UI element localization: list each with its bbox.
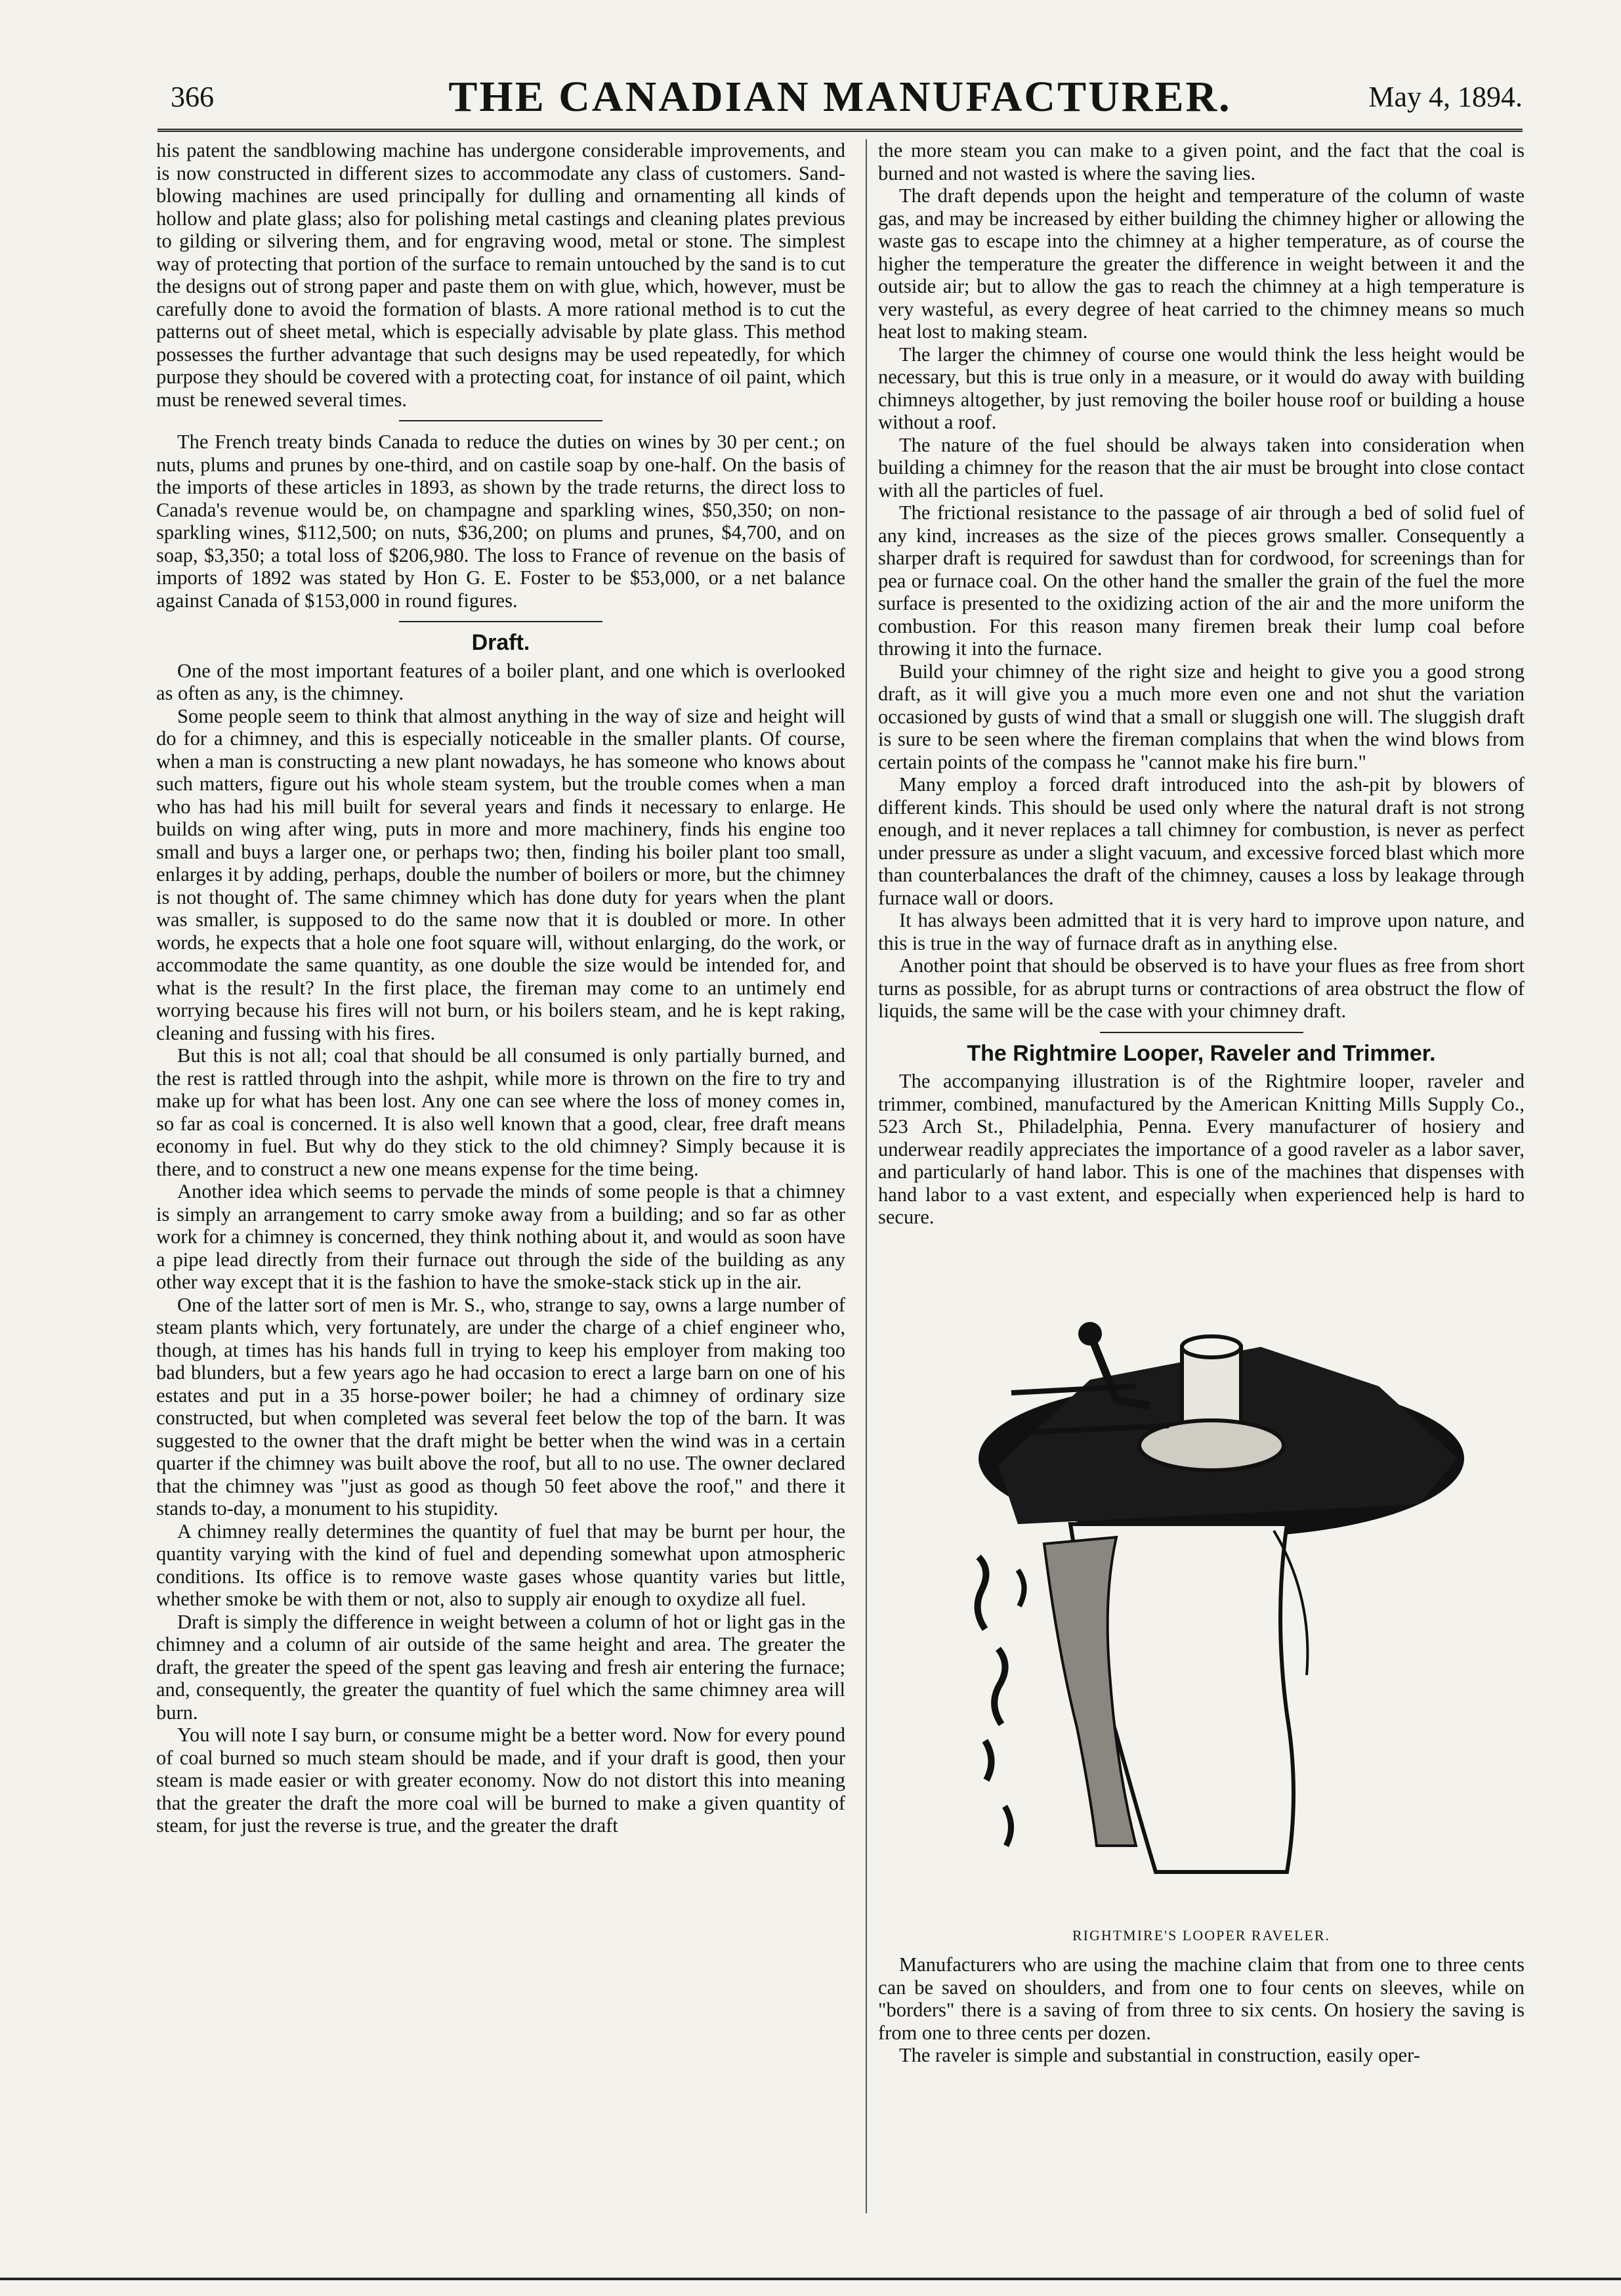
article-paragraph: the more steam you can make to a given point, and the fact that the coal is burned and not wasted is where the saving lies. [878, 139, 1525, 184]
article-paragraph: Build your chimney of the right size and height to give you a good strong draft, as it will give you a much more even one and not shut the variation occasioned by gusts of wind that a small or sluggish one will. The sluggish draft is sure to be seen where the fireman complains that when the wind blows from certain points of the compass he "cannot make his fire burn." [878, 660, 1525, 773]
page-header [158, 68, 1523, 121]
looper-raveler-illustration [919, 1307, 1484, 1918]
article-paragraph: Another idea which seems to pervade the minds of some people is that a chimney is simply an arrangement to carry smoke away from a building; and so far as other work for a chimney is concerned, they think nothing about it, and would as soon have a pipe lead directly from their furnace out through the side of the building as any other way except that it is the fashion to have the smoke-stack stick up in the air. [156, 1180, 845, 1293]
article-paragraph: Manufacturers who are using the machine claim that from one to three cents can be saved on shoulders, and from one to four cents on sleeves, while on "borders" there is a saving of from three to six cents. On hosiery the saving is from one to three cents per dozen. [878, 1953, 1525, 2044]
right-column [878, 139, 1525, 2067]
article-paragraph: The raveler is simple and substantial in construction, easily oper- [899, 2044, 1420, 2066]
masthead: THE CANADIAN MANUFACTURER. [448, 73, 1232, 121]
article-paragraph: The accompanying illustration is of the Rightmire looper, raveler and trimmer, combined, manufactured by the American Knitting Mills Supply Co., 523 Arch St., Philadelphia, Penna. Every manufacturer of hosiery and underwear readily appreciates the importance of a good raveler as a labor saver, and particularly of hand labor. This is one of the machines that dispenses with hand labor to a vast extent, and especially when experienced help is hard to secure. [878, 1070, 1525, 1228]
article-paragraph: The nature of the fuel should be always taken into consideration when building a chimney for the reason that the air must be brought into close contact with all the particles of fuel. [878, 433, 1525, 501]
article-paragraph: Draft is simply the difference in weight between a column of hot or light gas in the chimney and a column of air outside of the same height and area. The greater the draft, the greater the speed of the spent gas leaving and fresh air entering the furnace; and, consequently, the greater the quantity of fuel which the same chimney area will burn. [156, 1610, 845, 1724]
article-paragraph: One of the latter sort of men is Mr. S., who, strange to say, owns a large number of steam plants which, very fortunately, are under the charge of a chief engineer who, though, at times has his hands full in trying to keep his employer from making too bad blunders, but a few years ago he had occasion to erect a large barn on one of his estates and put in a 35 horse-power boiler; he had a chimney of ordinary size constructed, but when completed was several feet below the top of the barn. It was suggested to the owner that the draft might be better when the wind was in a certain quarter if the chimney was built above the roof, but all to no use. The owner declared that the chimney was "just as good as though 50 feet above the roof," and there it stands to-day, a monument to his stupidity. [156, 1293, 845, 1520]
article-paragraph: Many employ a forced draft introduced into the ash-pit by blowers of different kinds. This should be used only where the natural draft is not strong enough, and it never replaces a tall chimney for combustion, is never as perfect under pressure as under a slight vacuum, and excessive forced blast which more than counterbalances the draft of the chimney, causes a loss by leakage through furnace wall or doors. [878, 773, 1525, 909]
article-paragraph: Another point that should be observed is to have your flues as free from short turns as possible, for as abrupt turns or contractions of area obstruct the flow of liquids, the same will be the case with your chimney draft. [878, 954, 1525, 1022]
page-number: 366 [171, 81, 214, 113]
draft-heading: Draft. [471, 630, 530, 655]
column-separator [866, 139, 867, 2213]
illustration-caption: RIGHTMIRE'S LOOPER RAVELER. [1072, 1926, 1331, 1944]
article-paragraph: Some people seem to think that almost anything in the way of size and height will do for a chimney, and this is especially noticeable in the smaller plants. Of course, when a man is constructing a new plant nowadays, he has someone who knows about such matters, figure out his whole steam system, but the trouble comes when a man who has had his mill built for several years and finds it necessary to enlarge. He builds on wing after wing, puts in more and more machinery, finds his engine too small and buys a larger one, or perhaps two; then, finding his boiler plant too small, enlarges it by adding, perhaps, double the number of boilers or more, but the chimney is not thought of. The same chimney which has done duty for years when the plant was smaller, is supposed to do the same now that it is doubled or more. In other words, he expects that a hole one foot square will, without enlarging, do the work, or accommodate the same quantity, as one double the size would be intended for, and what is the result? In the first place, the fireman may come to an untimely end worrying because his fires will not burn, or his boilers steam, and he is kept raking, cleaning and fussing with his fires. [156, 704, 845, 1044]
left-column [156, 139, 845, 1837]
article-paragraph: The French treaty binds Canada to reduce the duties on wines by 30 per cent.; on nuts, plums and prunes by one-third, and on castile soap by one-half. On the basis of the imports of these articles in 1893, as shown by the trade returns, the direct loss to Canada's revenue would be, on champagne and sparkling wines, $50,350; on non-sparkling wines, $112,500; on nuts, $36,200; on plums and prunes, $4,700, and on soap, $3,350; a total loss of $206,980. The loss to France of revenue on the basis of imports of 1892 was stated by Hon G. E. Foster to be $53,000, or a net balance against Canada of $153,000 in round figures. [156, 431, 845, 612]
section-divider [399, 420, 602, 421]
page-bottom-rule [0, 2278, 1621, 2280]
article-paragraph: You will note I say burn, or consume might be a better word. Now for every pound of coal burned so much steam should be made, and if your draft is good, then your steam is made easier or with greater economy. Now do not distort this into meaning that the greater the draft the more coal will be burned to make a given quantity of steam, for just the reverse is true, and the greater the draft [156, 1724, 845, 1837]
issue-date: May 4, 1894. [1368, 81, 1523, 113]
header-rule [158, 129, 1523, 132]
section-divider [1100, 1032, 1303, 1033]
section-divider [399, 621, 602, 622]
article-paragraph: The draft depends upon the height and temperature of the column of waste gas, and may be increased by either building the chimney higher or allowing the waste gas to escape into the chimney at a higher temperature, as of course the higher the temperature the greater the difference in weight between it and the outside air; but to allow the gas to reach the chimney at a high temperature is very wasteful, as every degree of heat carried to the chimney means so much heat lost to making steam. [878, 184, 1525, 343]
article-paragraph: It has always been admitted that it is very hard to improve upon nature, and this is true in the way of furnace draft as in anything else. [878, 909, 1525, 954]
article-paragraph: But this is not all; coal that should be all consumed is only partially burned, and the rest is rattled through into the ashpit, while more is thrown on the fire to try and make up for what has been lost. Any one can see where the loss of money comes in, so far as coal is concerned. It is also well known that a good, clear, free draft means economy in fuel. But why do they stick to the old chimney? Simply because it is there, and to construct a new one means expense for the time being. [156, 1044, 845, 1180]
article-paragraph: The frictional resistance to the passage of air through a bed of solid fuel of any kind, increases as the size of the pieces grows smaller. Consequently a sharper draft is required for sawdust than for cordwood, for screenings than for pea or furnace coal. On the other hand the smaller the grain of the fuel the more surface is presented to the oxidizing action of the air and the more uniform the combustion. For this reason many firemen break their lump coal before throwing it into the furnace. [878, 501, 1525, 660]
article-paragraph: his patent the sandblowing machine has undergone considerable improvements, and is now constructed in different sizes to accommodate any class of customers. Sand-blowing machines are used principally for dulling and ornamenting all kinds of hollow and plate glass; also for polishing metal castings and cleaning plates previous to gilding or silvering them, and for engraving wood, metal or stone. The simplest way of protecting that portion of the surface to remain untouched by the sand is to cut the designs out of strong paper and paste them on with glue, which, however, must be carefully done to avoid the formation of blasts. A more rational method is to cut the patterns out of sheet metal, which is especially advisable by plate glass. This method possesses the further advantage that such designs may be used repeatedly, for which purpose they should be covered with a protecting coat, for instance of oil paint, which must be renewed several times. [156, 139, 845, 411]
article-paragraph: One of the most important features of a boiler plant, and one which is overlooked as often as any, is the chimney. [156, 659, 845, 704]
looper-heading: The Rightmire Looper, Raveler and Trimmer. [967, 1040, 1436, 1066]
article-paragraph: A chimney really determines the quantity of fuel that may be burnt per hour, the quantity varying with the kind of fuel and depending somewhat upon atmospheric conditions. Its office is to remove waste gases whose quantity varies but little, whether smoke be with them or not, also to supply air enough to oxydize all fuel. [156, 1520, 845, 1610]
article-paragraph: The larger the chimney of course one would think the less height would be necessary, but this is true only in a measure, or it would do away with building chimneys altogether, by just removing the boiler house roof or building a house without a roof. [878, 343, 1525, 433]
